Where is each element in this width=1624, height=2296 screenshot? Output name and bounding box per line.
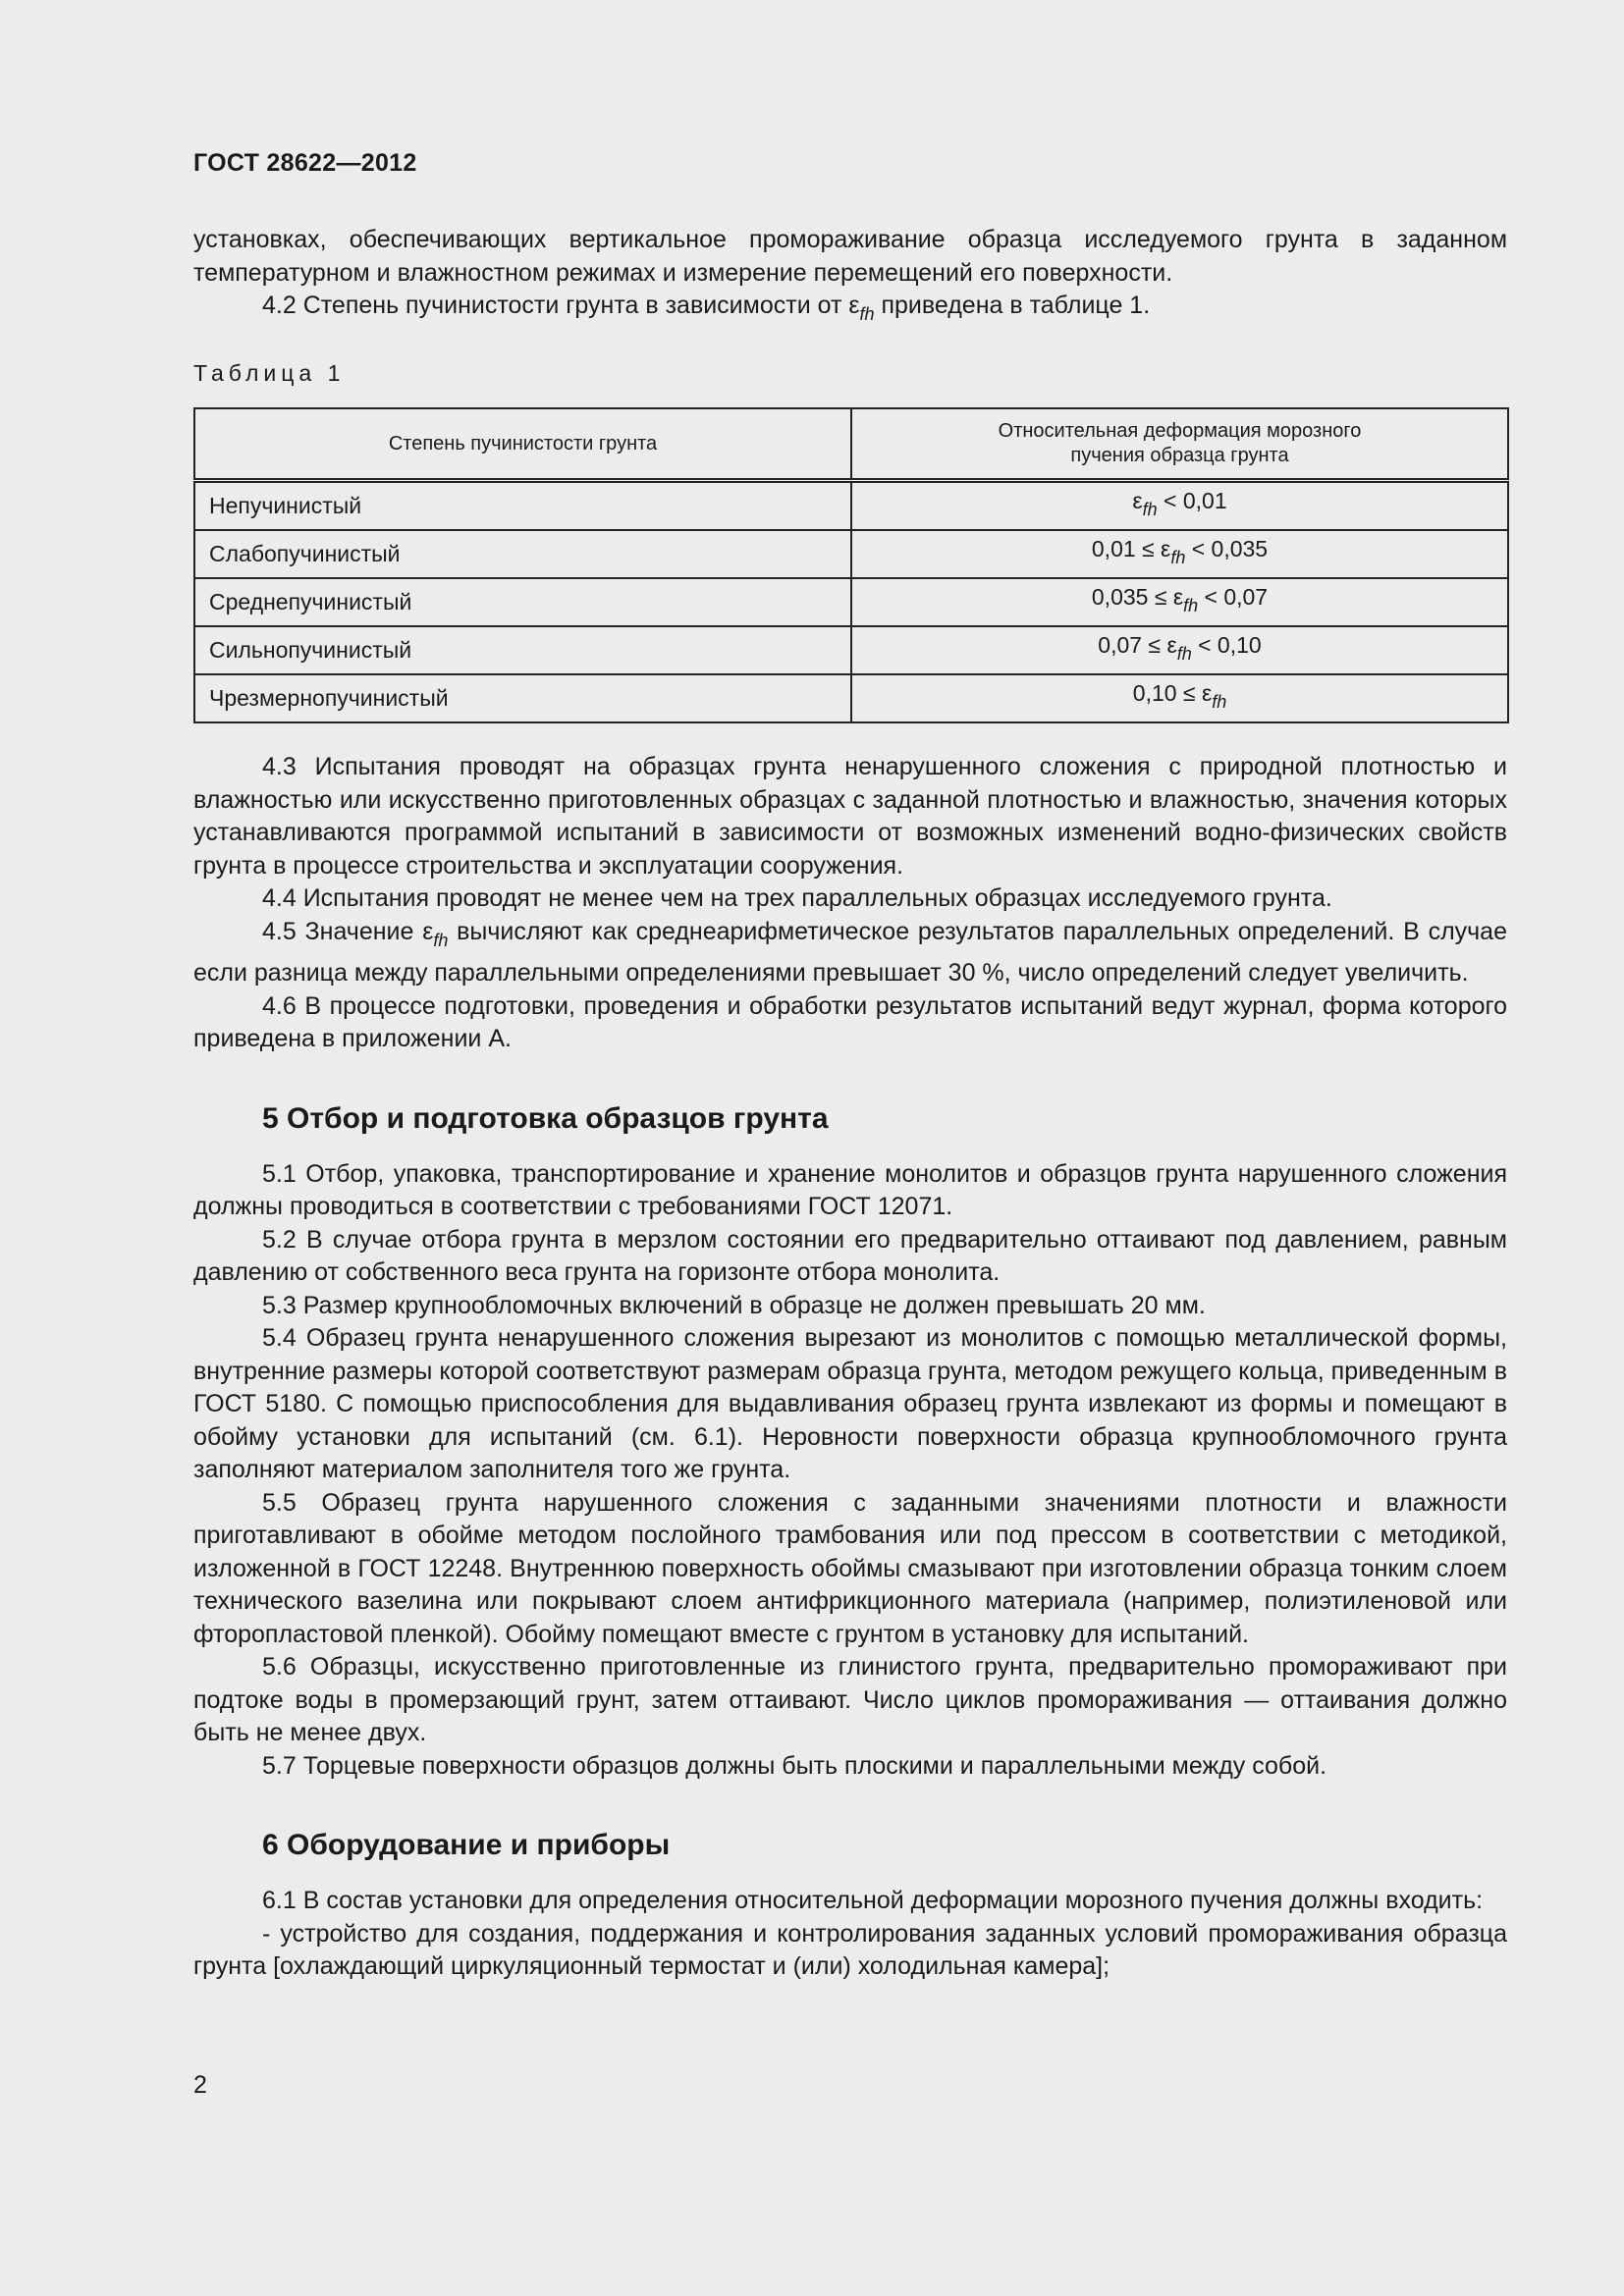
paragraph-4-3: 4.3 Испытания проводят на образцах грунта ненарушенного сложения с природной плотностью и влажностью или искусственно приготовленных образцах с заданной плотностью и влажностью, значения которых устанавливаются программой испытаний в зависимости от возможных изменений водно-физических свойств грунта в процессе строительства и эксплуатации сооружения. [193, 753, 1507, 880]
paragraph-5-2: 5.2 В случае отбора грунта в мерзлом состоянии его предварительно оттаивают под давлением, равным давлению от собственного веса грунта на горизонте отбора монолита. [193, 1225, 1507, 1286]
list-item: - устройство для создания, поддержания и контролирования заданных условий промораживания образца грунта [охлаждающий циркуляционный термостат и (или) холодильная камера]; [193, 1919, 1507, 1980]
table-cell-label: Чрезмернопучинистый [194, 674, 851, 722]
paragraph-5-7: 5.7 Торцевые поверхности образцов должны быть плоскими и параллельными между собой. [262, 1751, 1327, 1780]
paragraph-4-6: 4.6 В процессе подготовки, проведения и обработки результатов испытаний ведут журнал, форма которого приведена в приложении А. [193, 991, 1507, 1052]
table-header-row [194, 408, 1508, 481]
table-caption: Таблица 1 [193, 359, 346, 386]
table-row [194, 626, 1508, 674]
section-5-heading: 5 Отбор и подготовка образцов грунта [262, 1101, 829, 1135]
table-row [194, 530, 1508, 578]
table-cell-value: $0,035 \le \varepsilon_{fh} < 0,07$ [851, 578, 1508, 626]
table-header-cell: Степень пучинистости грунта [194, 408, 851, 481]
table-cell-value: $0,01 \le \varepsilon_{fh} < 0,035$ [851, 530, 1508, 578]
paragraph-5-4: 5.4 Образец грунта ненарушенного сложения вырезают из монолитов с помощью металлической формы, внутренние размеры которой соответствуют размерам образца грунта, методом режущего кольца, приведенным в ГОСТ 5180. С помощью приспособления для выдавливания образец грунта извлекают из формы и помещают в обойму установки для испытаний (см. 6.1). Неровности поверхности образца крупнообломочного грунта заполняют материалом заполнителя того же грунта. [193, 1324, 1507, 1483]
table-header-cell: Относительная деформация морозного пучения образца грунта [851, 408, 1508, 481]
table-cell-label: Непучинистый [194, 481, 851, 531]
document-body [193, 224, 1507, 1984]
table-cell-label: Среднепучинистый [194, 578, 851, 626]
table-cell-value: $0,07 \le \varepsilon_{fh} < 0,10$ [851, 626, 1508, 674]
table-row [194, 578, 1508, 626]
paragraph-5-1: 5.1 Отбор, упаковка, транспортирование и хранение монолитов и образцов грунта нарушенного сложения должны проводиться в соответствии с требованиями ГОСТ 12071. [193, 1159, 1507, 1220]
paragraph-5-5: 5.5 Образец грунта нарушенного сложения с заданными значениями плотности и влажности приготавливают в обойме методом послойного трамбования или под прессом в соответствии с методикой, изложенной в ГОСТ 12248. Внутреннюю поверхность обоймы смазывают при изготовлении образца тонким слоем технического вазелина или покрывают слоем антифрикционного материала (например, полиэтиленовой или фторопластовой пленкой). Обойму помещают вместе с грунтом в установку для испытаний. [193, 1488, 1507, 1648]
table-row [194, 481, 1508, 531]
heave-table [193, 407, 1509, 723]
paragraph-5-6: 5.6 Образцы, искусственно приготовленные из глинистого грунта, предварительно промораживают при подтоке воды в промерзающий грунт, затем оттаивают. Число циклов промораживания — оттаивания должно быть не менее двух. [193, 1653, 1507, 1746]
section-6-heading: 6 Оборудование и приборы [262, 1829, 671, 1861]
paragraph-4-4: 4.4 Испытания проводят не менее чем на трех параллельных образцах исследуемого грунта. [262, 884, 1332, 912]
table-cell-label: Сильнопучинистый [194, 626, 851, 674]
table-cell-value: $\varepsilon_{fh} < 0,01$ [851, 481, 1508, 531]
paragraph-4-5: 4.5 Значение $\varepsilon_{fh}$ вычисляют как среднеарифметическое результатов параллельных определений. В случае если разница между параллельными определениями превышает 30 %, число определений следует увеличить. [193, 917, 1507, 987]
paragraph-5-3: 5.3 Размер крупнообломочных включений в образце не должен превышать 20 мм. [262, 1291, 1206, 1319]
page-number: 2 [193, 2071, 207, 2099]
table-cell-label: Слабопучинистый [194, 530, 851, 578]
paragraph-4-2: 4.2 Степень пучинистости грунта в зависимости от $\varepsilon_{fh}$ приведена в таблице 1. [262, 292, 1151, 324]
intro-continuation: установках, обеспечивающих вертикальное промораживание образца исследуемого грунта в заданном температурном и влажностном режимах и измерение перемещений его поверхности. [193, 226, 1507, 287]
table-row [194, 674, 1508, 722]
document-header: ГОСТ 28622—2012 [193, 149, 417, 177]
paragraph-6-1: 6.1 В состав установки для определения относительной деформации морозного пучения должны входить: [262, 1887, 1484, 1914]
table-cell-value: $0,10 \le \varepsilon_{fh}$ [1132, 680, 1227, 713]
